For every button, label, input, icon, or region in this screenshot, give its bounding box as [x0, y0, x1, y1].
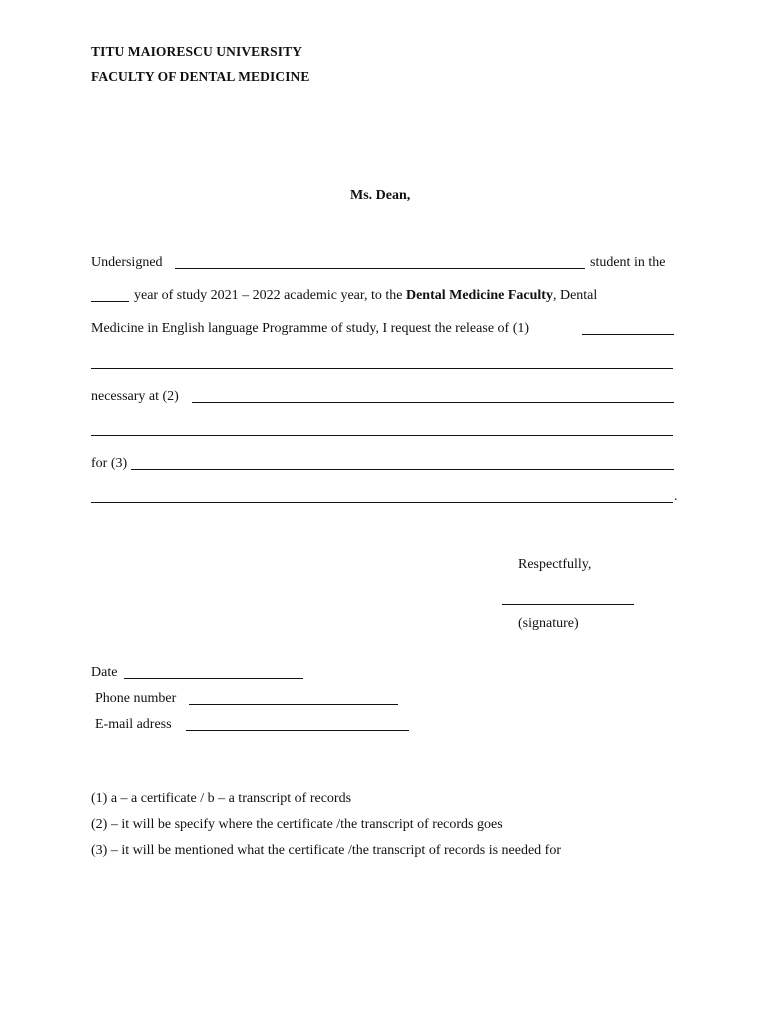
undersigned-label: Undersigned — [91, 255, 163, 270]
email-label: E-mail adress — [95, 717, 172, 732]
email-field[interactable] — [186, 730, 409, 731]
year-text-2: , Dental — [552, 288, 598, 303]
date-label: Date — [91, 665, 118, 680]
for-label: for (3) — [91, 456, 128, 471]
year-of-study-text — [134, 287, 597, 305]
signature-field[interactable] — [502, 604, 634, 605]
faculty-bold-text: Dental Medicine Faculty — [405, 288, 553, 303]
date-field[interactable] — [124, 678, 303, 679]
purpose-continuation-field[interactable] — [91, 502, 673, 503]
university-name: TITU MAIORESCU UNIVERSITY — [91, 44, 303, 59]
release-item-field[interactable] — [582, 334, 674, 335]
necessary-at-continuation-field[interactable] — [91, 435, 673, 436]
end-period: . — [674, 489, 678, 504]
salutation: Ms. Dean, — [350, 188, 411, 203]
student-in-the-text: student in the — [590, 255, 666, 270]
phone-field[interactable] — [189, 704, 398, 705]
purpose-field[interactable] — [131, 469, 674, 470]
phone-label: Phone number — [95, 691, 177, 706]
release-item-continuation-field[interactable] — [91, 368, 673, 369]
footnote-2: (2) – it will be specify where the certificate /the transcript of records goes — [91, 817, 503, 832]
necessary-at-field[interactable] — [192, 402, 674, 403]
programme-text: Medicine in English language Programme of study, I request the release of (1) — [91, 321, 530, 336]
year-field[interactable] — [91, 301, 129, 302]
signature-label: (signature) — [518, 616, 579, 631]
footnote-3: (3) – it will be mentioned what the certificate /the transcript of records is needed for — [91, 843, 561, 858]
necessary-at-label: necessary at (2) — [91, 389, 179, 404]
footnote-1: (1) a – a certificate / b – a transcript of records — [91, 791, 352, 806]
year-text-1: year of study 2021 – 2022 academic year, to the — [134, 288, 403, 303]
respectfully-text: Respectfully, — [518, 557, 592, 572]
faculty-name: FACULTY OF DENTAL MEDICINE — [91, 69, 310, 84]
name-field[interactable] — [175, 268, 585, 269]
